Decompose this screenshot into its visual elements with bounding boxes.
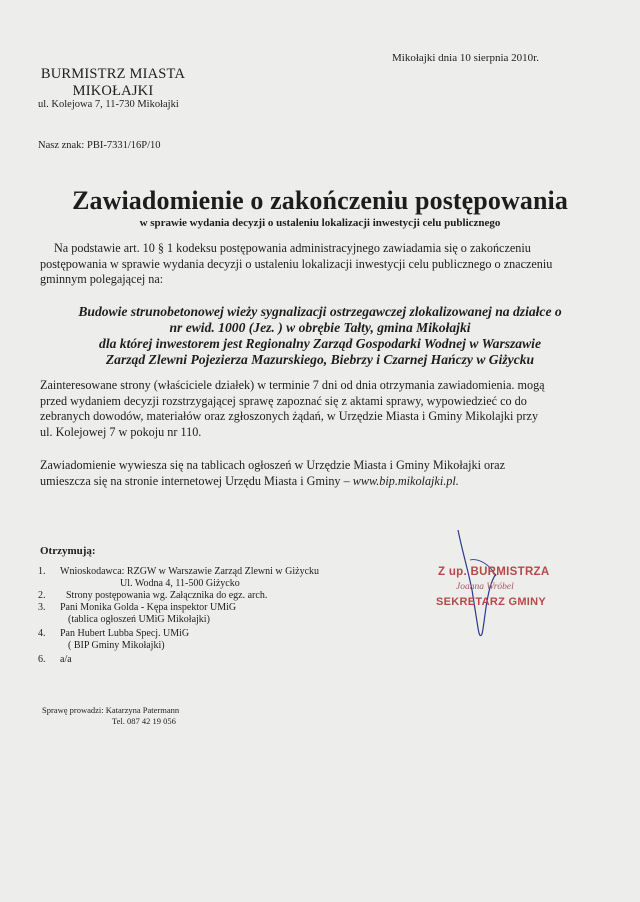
publication-line: Zawiadomienie wywiesza się na tablicach ogłoszeń w Urzędzie Miasta i Gminy Mikołajki oraz bbox=[40, 458, 505, 472]
recipient-text: Pan Hubert Lubba Specj. UMiG bbox=[60, 628, 190, 639]
recipient-number: 1. bbox=[38, 566, 46, 577]
case-handler: Sprawę prowadzi: Katarzyna Patermann bbox=[42, 705, 180, 715]
sender-block bbox=[38, 66, 188, 100]
recipient-number: 6. bbox=[38, 654, 46, 665]
reference-number: Nasz znak: PBI-7331/16P/10 bbox=[38, 140, 161, 151]
official-stamp bbox=[410, 530, 580, 650]
project-line: Budowie strunobetonowej wieży sygnalizacji ostrzegawczej zlokalizowanej na działce o bbox=[78, 304, 562, 319]
recipient-number: 2. bbox=[38, 590, 46, 601]
sender-city: MIKOŁAJKI bbox=[72, 83, 154, 99]
recipient-text: Pani Monika Golda - Kępa inspektor UMiG bbox=[60, 602, 237, 613]
recipients-heading: Otrzymują: bbox=[40, 545, 96, 557]
recipient-text: Wnioskodawca: RZGW w Warszawie Zarząd Zlewni w Giżycku bbox=[60, 566, 320, 577]
project-line: dla której inwestorem jest Regionalny Zarząd Gospodarki Wodnej w Warszawie bbox=[99, 336, 541, 351]
recipient-text: Strony postępowania wg. Załącznika do egz. arch. bbox=[66, 590, 268, 601]
document-subtitle: w sprawie wydania decyzji o ustaleniu lokalizacji inwestycji celu publicznego bbox=[139, 217, 501, 229]
parties-paragraph bbox=[40, 378, 600, 440]
project-line: nr ewid. 1000 (Jez. ) w obrębie Tałty, gmina Mikołajki bbox=[169, 320, 471, 335]
project-description bbox=[0, 304, 640, 368]
stamp-name: Joanna Wróbel bbox=[456, 582, 514, 592]
publication-paragraph bbox=[40, 458, 600, 489]
sender-title: BURMISTRZ MIASTA bbox=[40, 66, 186, 82]
intro-line: postępowania w sprawie wydania decyzji o ustaleniu lokalizacji inwestycji celu publicznego o znaczeniu bbox=[40, 256, 553, 271]
intro-line: gminnym polegającej na: bbox=[40, 272, 164, 286]
recipient-note: ( BIP Gminy Mikołajki) bbox=[68, 640, 165, 651]
publication-line bbox=[40, 474, 600, 490]
parties-line: Zainteresowane strony (właściciele działek) w terminie 7 dni od dnia otrzymania zawiadomienia. mogą bbox=[40, 378, 545, 392]
stamp-authority: Z up. BURMISTRZA bbox=[438, 566, 550, 578]
project-line: Zarząd Zlewni Pojezierza Mazurskiego, Biebrzy i Czarnej Hańczy w Giżycku bbox=[105, 352, 535, 367]
parties-line: zebranych dowodów, materiałów oraz zgłoszonych żądań, w Urzędzie Miasta i Gminy Mikolajki przy bbox=[40, 409, 539, 423]
recipient-number: 4. bbox=[38, 628, 46, 639]
recipient-text: a/a bbox=[60, 654, 72, 665]
intro-paragraph bbox=[40, 241, 600, 288]
publication-text: umieszcza się na stronie internetowej Urzędu Miasta i Gminy – bbox=[40, 473, 353, 488]
document-title: Zawiadomienie o zakończeniu postępowania bbox=[72, 186, 568, 215]
website-link[interactable]: www.bip.mikolajki.pl. bbox=[352, 473, 459, 488]
recipient-number: 3. bbox=[38, 602, 46, 613]
parties-line: przed wydaniem decyzji rozstrzygającej sprawę zapoznać się z aktami sprawy, wypowiedzieć co do bbox=[40, 393, 527, 408]
case-handler-phone: Tel. 087 42 19 056 bbox=[112, 716, 176, 726]
recipient-address: Ul. Wodna 4, 11-500 Giżycko bbox=[120, 578, 240, 589]
parties-line: ul. Kolejowej 7 w pokoju nr 110. bbox=[40, 424, 202, 439]
recipient-note: (tablica ogłoszeń UMiG Mikołajki) bbox=[68, 614, 210, 625]
sender-address: ul. Kolejowa 7, 11-730 Mikołajki bbox=[38, 99, 179, 110]
stamp-position: SEKRETARZ GMINY bbox=[436, 596, 547, 608]
intro-line: Na podstawie art. 10 § 1 kodeksu postępowania administracyjnego zawiadamia się o zakończeniu bbox=[54, 241, 531, 255]
document-date: Mikołajki dnia 10 sierpnia 2010r. bbox=[392, 52, 539, 64]
